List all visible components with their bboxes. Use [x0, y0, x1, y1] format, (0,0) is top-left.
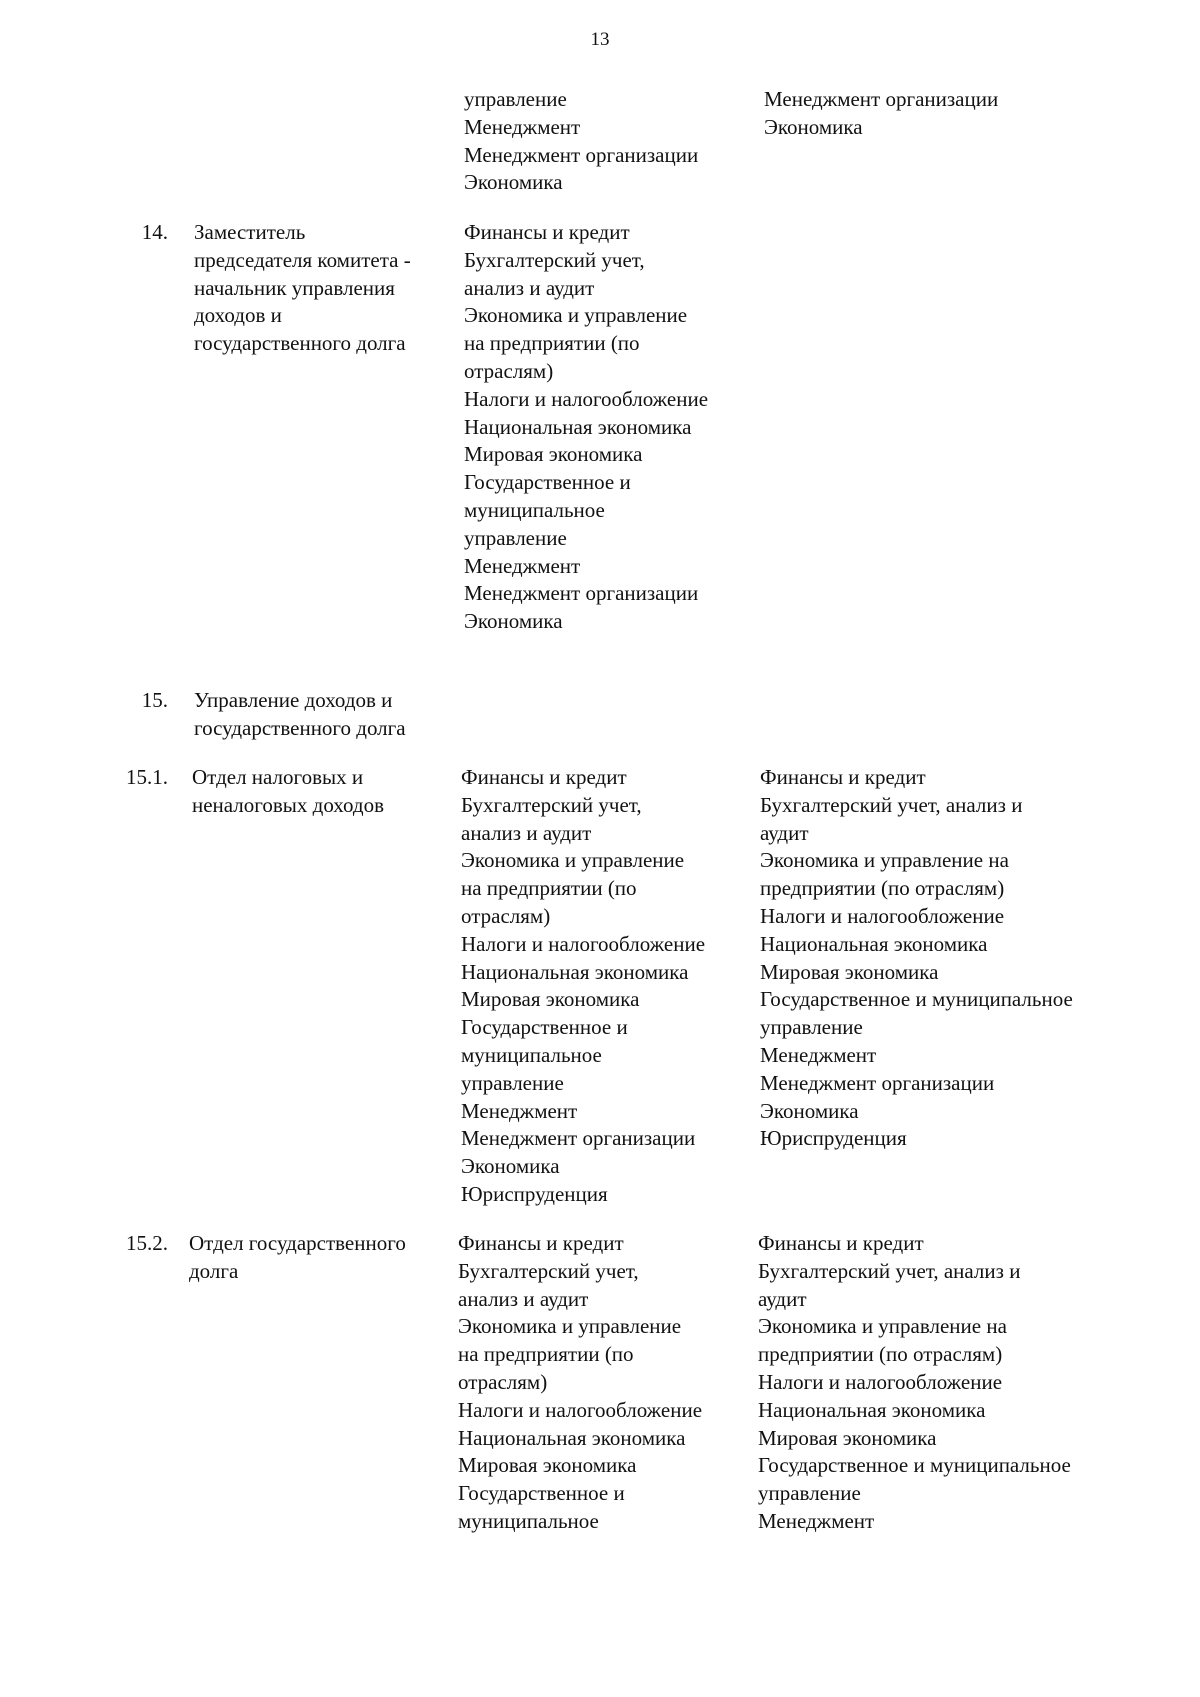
row-title	[189, 1230, 439, 1286]
text-line: аудит	[760, 820, 809, 845]
text-line: предприятии (по отраслям)	[760, 876, 1005, 901]
row-number: 15.2.	[126, 1231, 168, 1255]
text-line: Экономика и управление	[458, 1314, 682, 1339]
text-line: Налоги и налогообложение	[758, 1369, 1003, 1394]
text-line: Экономика и управление на	[758, 1314, 1007, 1339]
text-line: Менеджмент организации	[464, 142, 699, 167]
text-line: Мировая экономика	[461, 987, 640, 1012]
page-number: 13	[590, 29, 610, 50]
text-line: анализ и аудит	[458, 1286, 589, 1311]
row-title	[192, 764, 442, 820]
text-line: Экономика	[464, 170, 563, 195]
text-line: Менеджмент	[760, 1042, 877, 1067]
text-line: Национальная экономика	[760, 931, 988, 956]
text-line: Экономика и управление на	[760, 848, 1009, 873]
text-line: отраслям)	[458, 1369, 548, 1394]
text-line: Бухгалтерский учет,	[458, 1258, 639, 1283]
text-line: Экономика	[464, 609, 563, 634]
text-line: Финансы и кредит	[464, 220, 630, 244]
text-line: Налоги и налогообложение	[458, 1397, 703, 1422]
text-line: Юриспруденция	[461, 1181, 608, 1206]
text-line: доходов и	[194, 303, 282, 328]
text-line: Мировая экономика	[760, 959, 939, 984]
text-line: Бухгалтерский учет, анализ и	[758, 1258, 1021, 1283]
text-line: муниципальное	[461, 1042, 602, 1067]
text-line: на предприятии (по	[464, 331, 640, 356]
text-line: Экономика	[461, 1154, 560, 1179]
text-line: Национальная экономика	[464, 414, 692, 439]
text-line: Мировая экономика	[458, 1453, 637, 1478]
text-line: муниципальное	[458, 1508, 599, 1533]
row-col3	[760, 764, 1073, 1153]
text-line: Отдел государственного	[189, 1231, 406, 1255]
text-line: Управление доходов и	[194, 688, 393, 712]
text-line: Мировая экономика	[464, 442, 643, 467]
continuation-col2	[464, 86, 698, 197]
text-line: отраслям)	[464, 358, 554, 383]
text-line: Государственное и	[464, 470, 631, 495]
text-line: Юриспруденция	[760, 1126, 907, 1151]
text-line: Менеджмент	[758, 1508, 875, 1533]
text-line: Экономика	[760, 1098, 859, 1123]
text-line: Финансы и кредит	[758, 1231, 924, 1255]
text-line: муниципальное	[464, 497, 605, 522]
text-line: аудит	[758, 1286, 807, 1311]
text-line: Государственное и муниципальное	[758, 1453, 1071, 1478]
text-line: отраслям)	[461, 903, 551, 928]
text-line: председателя комитета -	[194, 247, 411, 272]
text-line: анализ и аудит	[464, 275, 595, 300]
text-line: Менеджмент	[464, 114, 581, 139]
text-line: Мировая экономика	[758, 1425, 937, 1450]
text-line: Национальная экономика	[458, 1425, 686, 1450]
text-line: долга	[189, 1258, 239, 1283]
text-line: Налоги и налогообложение	[461, 931, 706, 956]
text-line: управление	[464, 87, 567, 111]
text-line: Заместитель	[194, 220, 306, 244]
text-line: на предприятии (по	[458, 1342, 634, 1367]
text-line: Менеджмент организации	[764, 87, 999, 111]
text-line: Менеджмент организации	[461, 1126, 696, 1151]
row-col2	[458, 1230, 702, 1536]
text-line: государственного долга	[194, 715, 406, 740]
text-line: Экономика	[764, 114, 863, 139]
row-col2	[464, 219, 708, 636]
row-title	[194, 219, 444, 358]
text-line: Бухгалтерский учет,	[461, 792, 642, 817]
text-line: управление	[464, 525, 567, 550]
text-line: анализ и аудит	[461, 820, 592, 845]
text-line: предприятии (по отраслям)	[758, 1342, 1003, 1367]
text-line: Государственное и	[461, 1015, 628, 1040]
text-line: на предприятии (по	[461, 876, 637, 901]
text-line: Экономика и управление	[461, 848, 685, 873]
text-line: управление	[760, 1015, 863, 1040]
row-number: 14.	[141, 220, 168, 244]
text-line: Менеджмент	[461, 1098, 578, 1123]
text-line: неналоговых доходов	[192, 792, 385, 817]
row-number: 15.1.	[126, 765, 168, 789]
text-line: Налоги и налогообложение	[760, 903, 1005, 928]
text-line: управление	[461, 1070, 564, 1095]
text-line: государственного долга	[194, 331, 406, 356]
text-line: Бухгалтерский учет,	[464, 247, 645, 272]
text-line: Финансы и кредит	[461, 765, 627, 789]
text-line: Финансы и кредит	[458, 1231, 624, 1255]
text-line: начальник управления	[194, 275, 395, 300]
text-line: Национальная экономика	[758, 1397, 986, 1422]
row-number: 15.	[141, 688, 168, 712]
text-line: Менеджмент организации	[760, 1070, 995, 1095]
row-title	[194, 687, 444, 743]
text-line: Отдел налоговых и	[192, 765, 364, 789]
row-col3	[758, 1230, 1071, 1536]
text-line: Финансы и кредит	[760, 765, 926, 789]
row-col2	[461, 764, 705, 1209]
text-line: Менеджмент организации	[464, 581, 699, 606]
continuation-col3	[764, 86, 998, 142]
text-line: управление	[758, 1481, 861, 1506]
text-line: Экономика и управление	[464, 303, 688, 328]
text-line: Государственное и	[458, 1481, 625, 1506]
text-line: Государственное и муниципальное	[760, 987, 1073, 1012]
text-line: Национальная экономика	[461, 959, 689, 984]
text-line: Налоги и налогообложение	[464, 386, 709, 411]
text-line: Менеджмент	[464, 553, 581, 578]
text-line: Бухгалтерский учет, анализ и	[760, 792, 1023, 817]
